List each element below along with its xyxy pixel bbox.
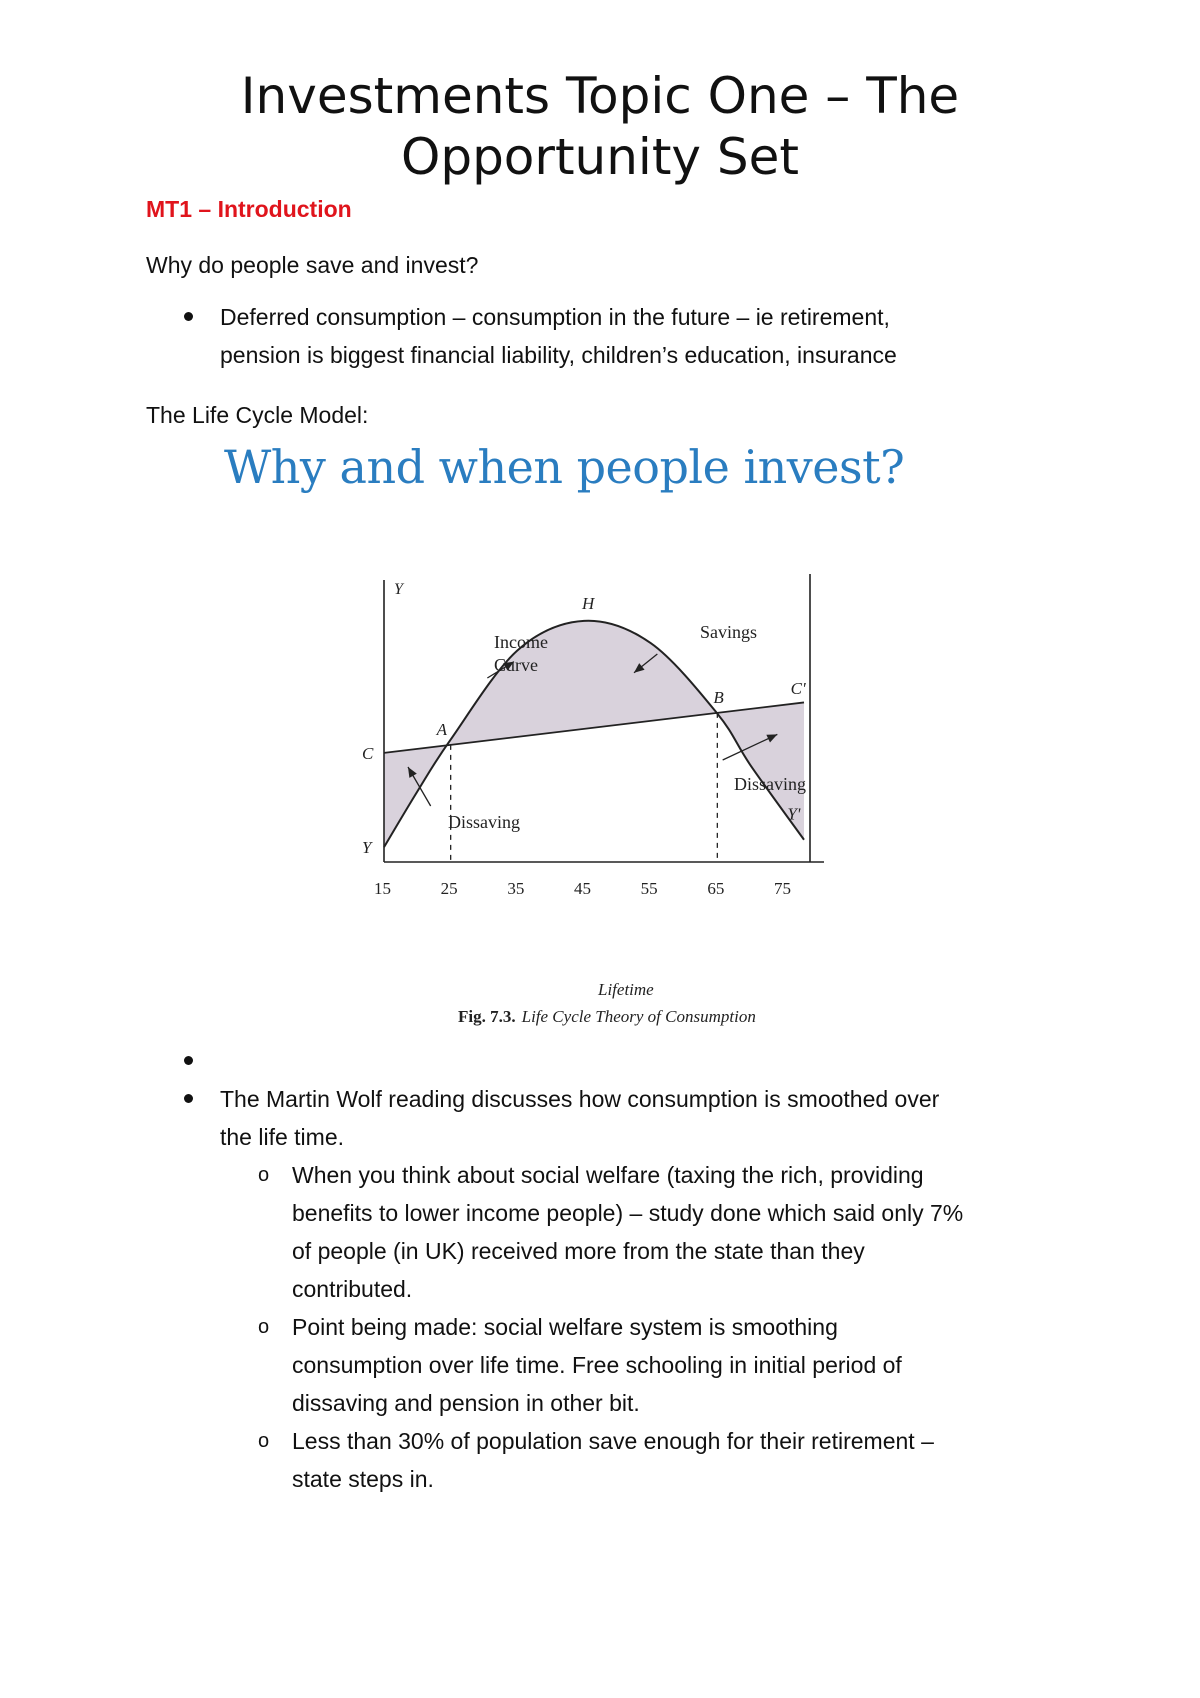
title-line-1: Investments Topic One – The bbox=[240, 67, 960, 125]
point-label-y: Y bbox=[362, 838, 372, 858]
bullet-line: pension is biggest financial liability, children’s education, insurance bbox=[220, 342, 897, 368]
annotation-dissaving-left: Dissaving bbox=[448, 812, 520, 832]
point-label-h: H bbox=[582, 593, 595, 613]
x-tick-label: 75 bbox=[774, 879, 791, 898]
question-text: Why do people save and invest? bbox=[146, 252, 479, 278]
x-tick-label: 35 bbox=[507, 879, 525, 898]
sub-marker-icon: o bbox=[258, 1164, 270, 1186]
point-label-c-prime: C' bbox=[790, 679, 806, 699]
x-tick-label: 65 bbox=[707, 879, 725, 898]
bullet-dot-icon bbox=[184, 1094, 193, 1103]
list-item bbox=[146, 1080, 1066, 1156]
caption-text: Life Cycle Theory of Consumption bbox=[521, 1007, 756, 1026]
sub-marker-icon: o bbox=[258, 1430, 270, 1452]
sub-line: contributed. bbox=[292, 1276, 413, 1302]
sub-item-3 bbox=[146, 1422, 1066, 1498]
x-axis-label: Lifetime bbox=[598, 980, 654, 999]
sub-item-2 bbox=[146, 1308, 1066, 1422]
sub-line: consumption over life time. Free schooling in initial period of bbox=[292, 1352, 902, 1378]
sub-item-1 bbox=[146, 1156, 1066, 1308]
list-item-empty bbox=[146, 1042, 1066, 1080]
sub-line: state steps in. bbox=[292, 1466, 434, 1492]
annotation-dissaving-right: Dissaving bbox=[734, 774, 806, 794]
x-tick-label: 45 bbox=[574, 879, 591, 898]
bullet-list-2 bbox=[146, 1042, 1066, 1498]
x-tick-labels bbox=[374, 879, 791, 898]
bullet-line: Deferred consumption – consumption in the future – ie retirement, bbox=[220, 304, 890, 330]
sub-line: Point being made: social welfare system is smoothing bbox=[292, 1314, 838, 1340]
annotation-income-1: Income bbox=[494, 632, 548, 652]
life-cycle-chart bbox=[362, 570, 900, 1030]
bullet-line: the life time. bbox=[220, 1124, 344, 1150]
sub-line: benefits to lower income people) – study done which said only 7% bbox=[292, 1200, 964, 1226]
figure-heading: Why and when people invest? bbox=[224, 440, 905, 494]
bullet-dot-icon bbox=[184, 1056, 193, 1065]
sub-line: dissaving and pension in other bit. bbox=[292, 1390, 640, 1416]
list-item bbox=[146, 298, 1066, 374]
point-label-c: C bbox=[362, 743, 374, 763]
bullet-list-1 bbox=[146, 298, 1066, 374]
point-label-b: B bbox=[713, 687, 724, 707]
annotation-savings: Savings bbox=[700, 622, 758, 642]
caption-prefix: Fig. 7.3. bbox=[458, 1007, 516, 1026]
bullet-line: The Martin Wolf reading discusses how consumption is smoothed over bbox=[220, 1086, 940, 1112]
y-axis-label: Y bbox=[394, 581, 403, 598]
figure-caption bbox=[458, 1007, 756, 1026]
annotation-income-2: Curve bbox=[494, 655, 538, 675]
x-tick-label: 25 bbox=[440, 879, 458, 898]
document-title bbox=[0, 66, 1200, 188]
model-label: The Life Cycle Model: bbox=[146, 402, 369, 428]
sub-line: When you think about social welfare (taxing the rich, providing bbox=[292, 1162, 924, 1188]
sub-line: Less than 30% of population save enough for their retirement – bbox=[292, 1428, 934, 1454]
bullet-dot-icon bbox=[184, 312, 193, 321]
x-tick-label: 15 bbox=[374, 879, 391, 898]
x-tick-label: 55 bbox=[640, 879, 658, 898]
point-label-a: A bbox=[436, 719, 448, 739]
section-heading: MT1 – Introduction bbox=[146, 196, 352, 222]
point-label-y-prime: Y' bbox=[787, 804, 801, 824]
sub-marker-icon: o bbox=[258, 1316, 270, 1338]
title-line-2: Opportunity Set bbox=[400, 128, 800, 186]
sub-line: of people (in UK) received more from the state than they bbox=[292, 1238, 865, 1264]
